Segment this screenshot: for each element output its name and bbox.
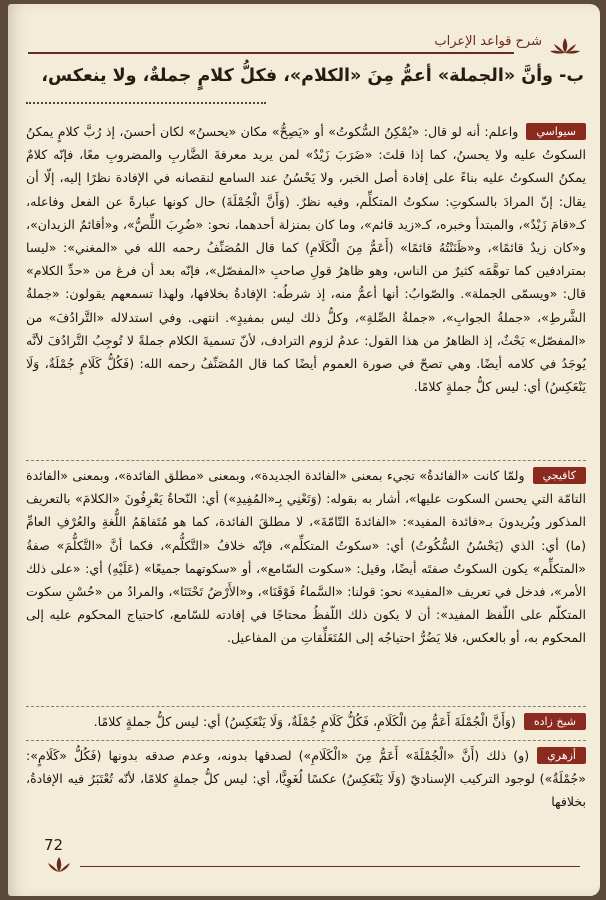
header-rule (28, 52, 514, 54)
section-divider (26, 740, 586, 741)
footer-rule (80, 866, 580, 867)
commentary-text-shaykhzade: (وَأَنَّ الْجُمْلَةَ أَعَمُّ مِنَ الْكَلَامِ، فَكُلُّ كَلَامٍ جُمْلَةٌ، وَلَا يَنْعَكِسُ) أي: ليس كلُّ جملةٍ كلامًا. (93, 714, 516, 729)
commentary-text-azhari: (و) ذلك (أَنَّ «الْجُمْلَةَ» أَعَمُّ مِنَ «الْكَلَامِ») لصدقها بدونه، وعدم صدقه بدونها (فَكُلُّ «كَلَامٍ»: «جُمْلَةٌ») لوجود التركيب الإسناديّ (وَلَا يَنْعَكِسُ) عكسًا لُغَوِيًّا، أي: ليس كلُّ جملةٍ كلامًا، لأنّه تُعْتَبَرُ فيه الإفادةُ، بخلافها (26, 748, 586, 810)
commentator-label-sivasi: سيواسي (526, 123, 586, 140)
running-header-title: شرح قواعد الإعراب (434, 34, 542, 49)
lotus-ornament-icon (550, 36, 580, 56)
footer-ornament-icon (44, 856, 74, 874)
section-divider (26, 460, 586, 461)
section-divider (26, 706, 586, 707)
commentary-sivasi (26, 120, 586, 398)
commentary-kafiji (26, 464, 586, 650)
commentary-text-kafiji: ولمّا كانت «الفائدةُ» تجيء بمعنى «الفائدة الجديدة»، وبمعنى «مطلق الفائدة»، وبمعنى «الفائدة التامّة التي يحسن السكوت عليها»، أشار به بقوله: (وَتَعْنِي بِـ«المُفِيدِ») أي: النّحاةُ يَعْرِفُونَ «الكلامَ» بالتعريف المذكور ويُريدونَ بـ«فائدة المفيد»: «الفائدةَ التّامّةَ»، لا مطلقَ الفائدة، كما هو مُتَفاهَمُ اللُّغةِ والعُرْفِ العامِّ (ما) أي: الذي (يَحْسُنُ السُّكُوتُ) أي: «سكوتُ المتكلِّم»، فإنّه خلافُ «التَّكلُّم»، فكما أنَّ «التَّكلُّمَ» صفةُ «المتكلِّم» يكون السكوتُ صفتَه أيضًا، وقيل: «سكوت السّامع»، أو «سكوتهما جميعًا» (عَلَيْهِ) أي: «على ذلك الأمر»، فدخل في تعريف «المفيد» نحو: قولنا: «السَّماءُ فَوْقَنَا»، و«الأَرْضُ تَحْتَنَا»، والمرادُ من «حُسْنِ سكوت المتكلّم على اللّفظ المفيد»: أن لا يكون ذلك اللّفظُ محتاجًا في إفادته للسّامع، كاحتياج المحكوم عليه إلى المحكوم به، أو بالعكس، فلا يَضُرُّ احتياجُه إلى المُتَعَلِّقاتِ من المفاعيل. (26, 468, 586, 646)
commentator-label-kafiji: كافيجي (533, 467, 586, 484)
commentator-label-azhari: أزهري (537, 747, 586, 764)
book-page (8, 4, 600, 896)
commentator-label-shaykhzade: شيخ زاده (524, 713, 586, 730)
commentary-azhari (26, 744, 586, 814)
page-number: 72 (44, 836, 64, 854)
commentary-text-sivasi: واعلم: أنه لو قال: «يُمْكِنُ السُّكوتُ» أو «يَصِحُّ» مكان «يحسنُ» لكان أحسنَ، إذ رُبَّ كلامٍ يمكنُ السكوتُ عليه ولا يحسنُ، كما إذا قلتَ: «ضَرَبَ زَيْدٌ» لمن يريد معرفةَ الضَّاربِ والمضروبِ معًا، فإنّه كلامٌ يمكنُ السكوتُ عليه بناءً على إفادة أصل الخبر، ولا يَحْسُنُ عند السامع لنقصانه في الإفادة نظرًا إليه، إلّا أن يقال: إنّ المرادَ بالسكوتِ: سكوتُ المتكلِّم، وفيه نظرٌ. (وَأَنَّ الْجُمْلَةَ) حال كونها عبارةً عن الفعل وفاعله، كـ«قامَ زَيْدٌ»، والمبتدأ وخبره، كـ«زيد قائم»، وما كان بمنزلة أحدهما، نحو: «ضُرِبَ اللِّصُّ»، و«أقائمٌ الزيدان»، و«كان زيدٌ قائمًا»، و«ظَنَنْتُهُ قائمًا» (أَعَمُّ مِنَ الْكَلَامِ) كما قال المُصَنِّفُ رحمه الله في «المغني»: «ليسا بمترادفين كما توهَّمَه كثيرٌ من الناس، وهو ظاهرُ قولِ صاحبِ «المفصّل»، فإنّه بعد أن فرغ من «حدِّ الكلام» قال: «ويسمّى الجملة». والصّوابُ: أنها أعمُّ منه، إذ شرطُه: الإفادةُ بخلافها، ولهذا تسمعهم يقولون: «جملةُ الشَّرطِ»، «جملةُ الجوابِ»، «جملةُ الصِّلةِ»، وكلُّ ذلك ليس بمفيدٍ». انتهى. وفي استدلاله «التَّرادُفَ» من «المفصّل» بَحْثٌ، إذ الظاهرُ من هذا القول: عدمُ لزوم الترادف، لأنّ تسميةَ الكلام جملةً لا تُوجِبُ التَّرادُفَ لأنَّه يُوجَدُ في كلامه أيضًا. وهي تصحّ في صورة العموم أيضًا كما قال المُصَنِّفُ رحمه الله: (فَكُلُّ كَلَامٍ جُمْلَةٌ، وَلَا يَنْعَكِسُ) أي: ليس كلُّ جملةٍ كلامًا. (26, 124, 586, 395)
main-heading: ب- وأنَّ «الجملة» أعمُّ مِنَ «الكلام»، فكلُّ كلامٍ جملةٌ، ولا ينعكس، (41, 66, 584, 86)
commentary-shaykhzade (26, 710, 586, 733)
heading-dotted-leader (26, 102, 266, 104)
